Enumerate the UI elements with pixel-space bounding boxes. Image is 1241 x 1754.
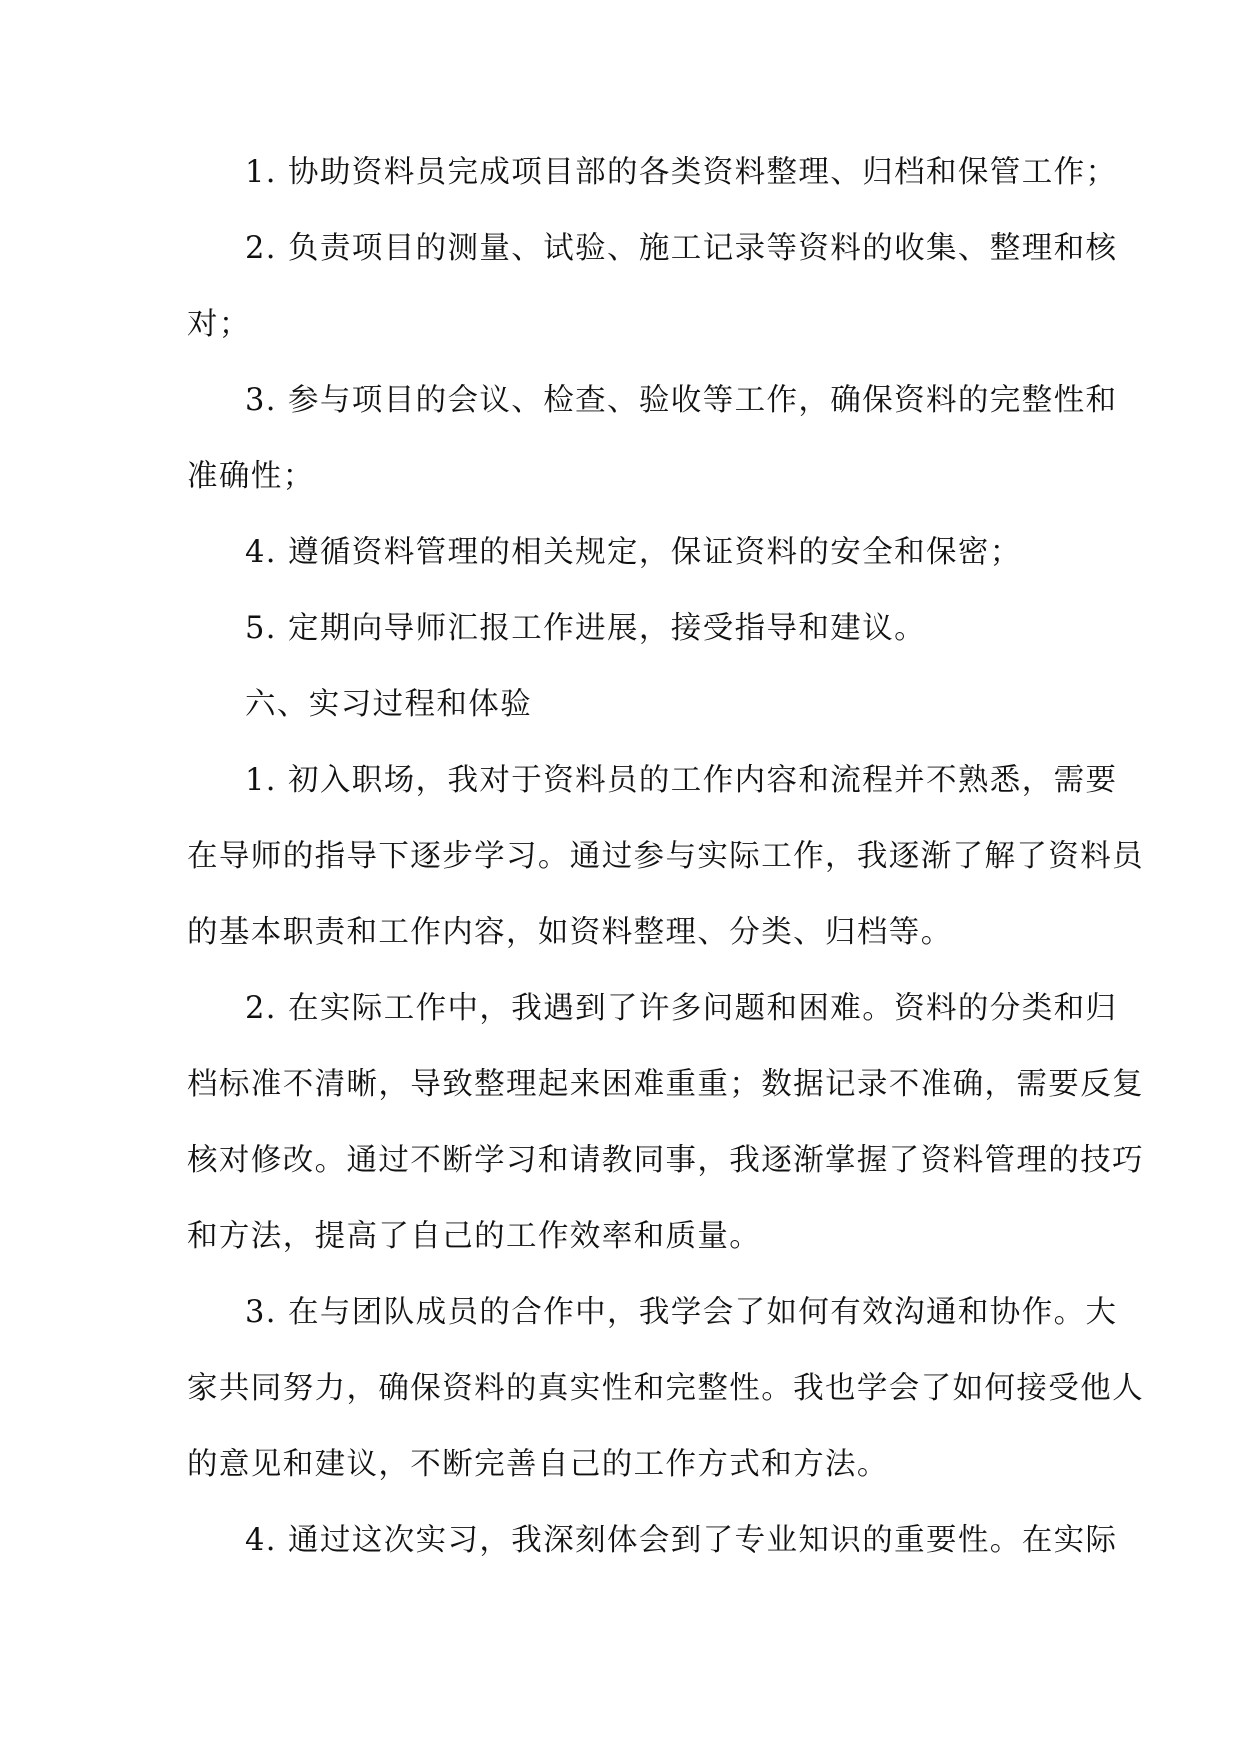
paragraph-4-line-1: 4. 通过这次实习，我深刻体会到了专业知识的重要性。在实际 bbox=[245, 1523, 1118, 1558]
section-heading: 六、实习过程和体验 bbox=[245, 687, 533, 722]
list-item-2: 2. 负责项目的测量、试验、施工记录等资料的收集、整理和核 bbox=[245, 231, 1118, 266]
paragraph-2-line-3: 核对修改。通过不断学习和请教同事，我逐渐掌握了资料管理的技巧 bbox=[187, 1143, 1144, 1178]
paragraph-3-line-2: 家共同努力，确保资料的真实性和完整性。我也学会了如何接受他人 bbox=[187, 1371, 1144, 1406]
paragraph-2-line-2: 档标准不清晰，导致整理起来困难重重；数据记录不准确，需要反复 bbox=[187, 1067, 1144, 1102]
paragraph-2-line-4: 和方法，提高了自己的工作效率和质量。 bbox=[187, 1219, 762, 1254]
list-item-2-continued: 对； bbox=[187, 307, 251, 342]
paragraph-2-line-1: 2. 在实际工作中，我遇到了许多问题和困难。资料的分类和归 bbox=[245, 991, 1118, 1026]
paragraph-1-line-1: 1. 初入职场，我对于资料员的工作内容和流程并不熟悉，需要 bbox=[245, 763, 1118, 798]
paragraph-3-line-1: 3. 在与团队成员的合作中，我学会了如何有效沟通和协作。大 bbox=[245, 1295, 1118, 1330]
list-item-4: 4. 遵循资料管理的相关规定，保证资料的安全和保密； bbox=[245, 535, 1022, 570]
list-item-5: 5. 定期向导师汇报工作进展，接受指导和建议。 bbox=[245, 611, 926, 646]
list-item-1: 1. 协助资料员完成项目部的各类资料整理、归档和保管工作； bbox=[245, 155, 1118, 190]
document-body bbox=[187, 142, 1144, 1586]
paragraph-3-line-3: 的意见和建议，不断完善自己的工作方式和方法。 bbox=[187, 1447, 889, 1482]
list-item-3: 3. 参与项目的会议、检查、验收等工作，确保资料的完整性和 bbox=[245, 383, 1118, 418]
list-item-3-continued: 准确性； bbox=[187, 459, 315, 494]
paragraph-1-line-3: 的基本职责和工作内容，如资料整理、分类、归档等。 bbox=[187, 915, 953, 950]
paragraph-1-line-2: 在导师的指导下逐步学习。通过参与实际工作，我逐渐了解了资料员 bbox=[187, 839, 1144, 874]
